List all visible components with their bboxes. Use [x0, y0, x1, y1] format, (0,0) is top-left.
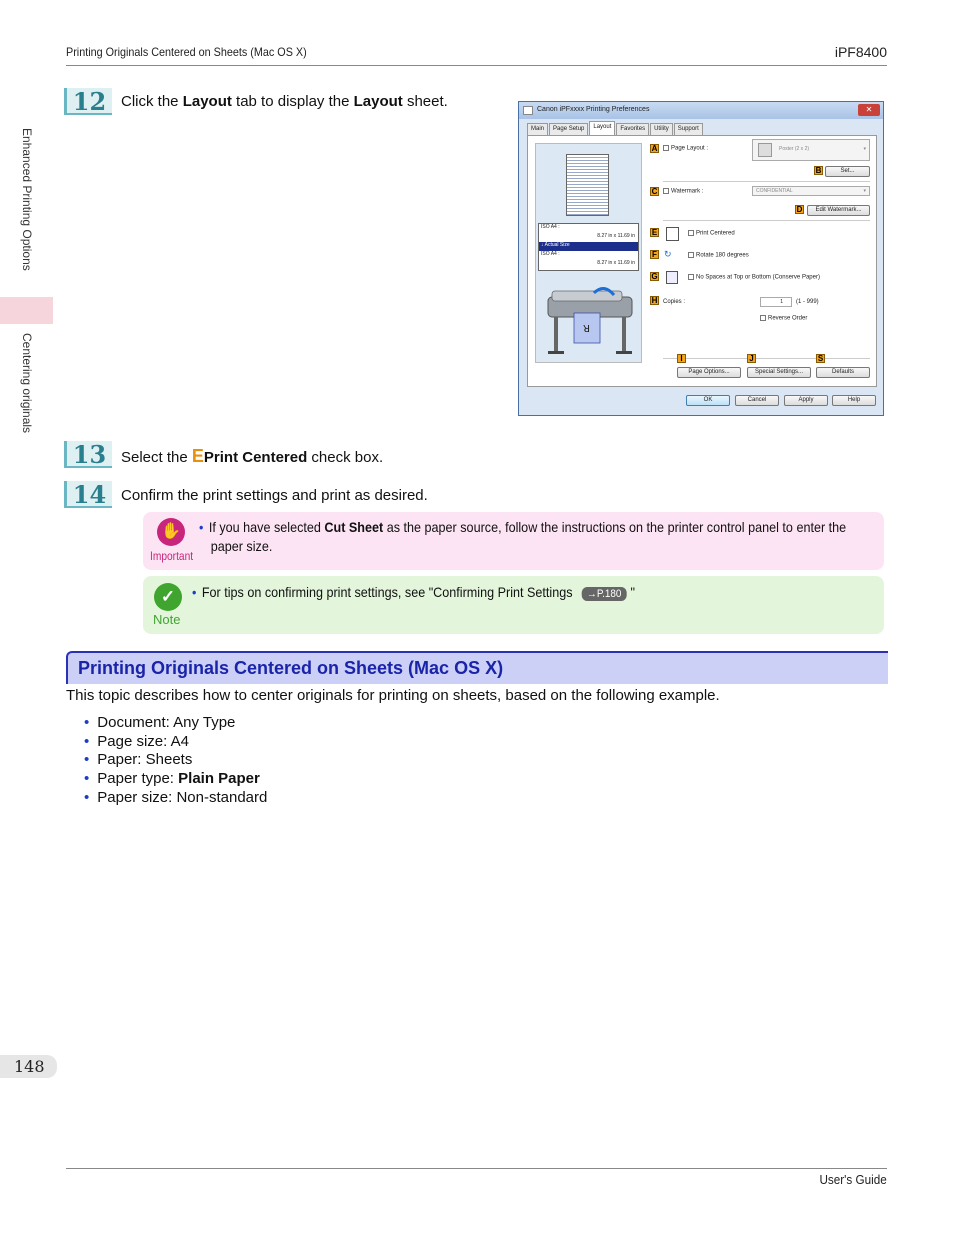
note-text: • For tips on confirming print settings, see "Confirming Print Settings →P.180 "	[192, 584, 635, 600]
list-item: • Paper: Sheets	[84, 751, 193, 769]
preview-size-info	[538, 223, 639, 271]
callout-j: J	[747, 354, 756, 363]
important-hand-icon: ✋	[157, 518, 185, 546]
callout-c: C	[651, 187, 658, 196]
dialog-titlebar	[519, 102, 883, 119]
callout-h: H	[651, 296, 658, 305]
running-header-model: iPF8400	[834, 44, 887, 60]
watermark-dropdown[interactable]: CONFIDENTIAL ▾	[752, 186, 870, 196]
edit-watermark-button[interactable]: Edit Watermark...	[807, 205, 870, 216]
step-13-text: Select the EPrint Centered check box.	[121, 446, 384, 466]
printer-illustration-icon	[544, 279, 636, 359]
note-label: Note	[153, 612, 181, 627]
page-reference-link[interactable]: →P.180	[582, 587, 627, 601]
callout-g: G	[651, 272, 658, 281]
close-icon[interactable]: ✕	[858, 104, 880, 116]
footer-rule	[66, 1168, 887, 1169]
side-subsection-label: Centering originals	[20, 333, 34, 434]
preview-output-label: ISO A4 :	[541, 251, 560, 257]
side-section-label: Enhanced Printing Options	[20, 128, 34, 271]
list-item: • Document: Any Type	[84, 714, 236, 731]
defaults-button[interactable]: Defaults	[816, 367, 870, 378]
layout-sheet	[527, 135, 877, 387]
tab-layout[interactable]: Layout	[589, 121, 615, 135]
section-intro: This topic describes how to center originals for printing on sheets, based on the following example.	[66, 687, 720, 704]
special-settings-button[interactable]: Special Settings...	[747, 367, 811, 378]
printer-icon	[523, 106, 533, 115]
reverse-order-checkbox[interactable]: Reverse Order	[760, 315, 807, 322]
preview-paper-size: 8.27 in x 11.69 in	[597, 233, 635, 239]
callout-f: F	[650, 250, 659, 259]
cancel-button[interactable]: Cancel	[735, 395, 779, 406]
side-tab-marker	[0, 297, 53, 324]
preview-output-size: 8.27 in x 11.69 in	[597, 260, 635, 266]
no-spaces-checkbox[interactable]: No Spaces at Top or Bottom (Conserve Paper)	[688, 274, 820, 281]
header-rule	[66, 65, 887, 66]
page-layout-checkbox[interactable]: Page Layout :	[663, 145, 708, 152]
preview-pane	[535, 143, 642, 363]
page-number: 148	[0, 1055, 57, 1078]
step-12-text: Click the Layout tab to display the Layout sheet.	[121, 93, 448, 110]
printing-preferences-dialog	[518, 101, 884, 416]
separator	[663, 181, 870, 182]
list-item: • Paper size: Non-standard	[84, 788, 268, 806]
example-settings-list	[84, 714, 267, 808]
important-label: Important	[150, 549, 194, 563]
note-check-icon: ✓	[154, 583, 182, 611]
tab-utility[interactable]: Utility	[650, 123, 673, 135]
list-item: • Page size: A4	[84, 732, 189, 750]
rotate-icon: ↻	[664, 249, 672, 259]
section-title: Printing Originals Centered on Sheets (Mac OS X)	[78, 658, 504, 678]
set-button[interactable]: Set...	[825, 166, 870, 177]
tab-main[interactable]: Main	[527, 123, 548, 135]
step-14-text: Confirm the print settings and print as desired.	[121, 487, 428, 504]
page-options-button[interactable]: Page Options...	[677, 367, 741, 378]
step-number-12: 12	[64, 88, 112, 115]
apply-button[interactable]: Apply	[784, 395, 828, 406]
dialog-tabs	[527, 123, 704, 135]
important-text: • If you have selected Cut Sheet as the paper source, follow the instructions on the printer control panel to enter the paper size.	[199, 519, 847, 554]
callout-d: D	[796, 205, 803, 214]
tab-page-setup[interactable]: Page Setup	[549, 123, 588, 135]
callout-b: B	[815, 166, 822, 175]
callout-s: S	[817, 354, 824, 363]
print-centered-checkbox[interactable]: Print Centered	[688, 230, 735, 237]
section-heading	[66, 651, 888, 684]
preview-actual-size: ↓ Actual Size	[539, 242, 638, 251]
watermark-checkbox[interactable]: Watermark :	[663, 188, 703, 195]
note-callout	[143, 576, 884, 634]
callout-i: I	[677, 354, 686, 363]
step-number-13: 13	[64, 441, 112, 468]
callout-e: E	[651, 228, 658, 237]
preview-paper-label: ISO A4 :	[541, 224, 560, 230]
step-number-14: 14	[64, 481, 112, 508]
callout-a: A	[651, 144, 658, 153]
copies-range: (1 - 999)	[796, 299, 819, 305]
svg-text:R: R	[583, 322, 590, 333]
important-callout	[143, 512, 884, 570]
copies-stepper[interactable]: 1	[760, 297, 792, 307]
list-item: • Paper type: Plain Paper	[84, 770, 260, 788]
conserve-paper-icon	[666, 271, 678, 284]
page-preview-thumbnail	[566, 154, 609, 216]
rotate-180-checkbox[interactable]: Rotate 180 degrees	[688, 252, 749, 259]
callout-e-marker: E	[191, 446, 204, 466]
tab-support[interactable]: Support	[674, 123, 703, 135]
separator	[663, 358, 870, 359]
separator	[663, 220, 870, 221]
copies-label: Copies :	[663, 299, 686, 305]
help-button[interactable]: Help	[832, 395, 876, 406]
print-centered-icon	[666, 227, 679, 241]
dialog-title: Canon iPFxxxx Printing Preferences	[537, 106, 650, 113]
tab-favorites[interactable]: Favorites	[616, 123, 649, 135]
running-header-title: Printing Originals Centered on Sheets (Mac OS X)	[66, 45, 307, 59]
poster-layout-icon	[758, 143, 772, 157]
footer-guide-title: User's Guide	[819, 1172, 887, 1187]
layout-type-dropdown[interactable]: Poster (2 x 2) ▾	[752, 139, 870, 161]
ok-button[interactable]: OK	[686, 395, 730, 406]
